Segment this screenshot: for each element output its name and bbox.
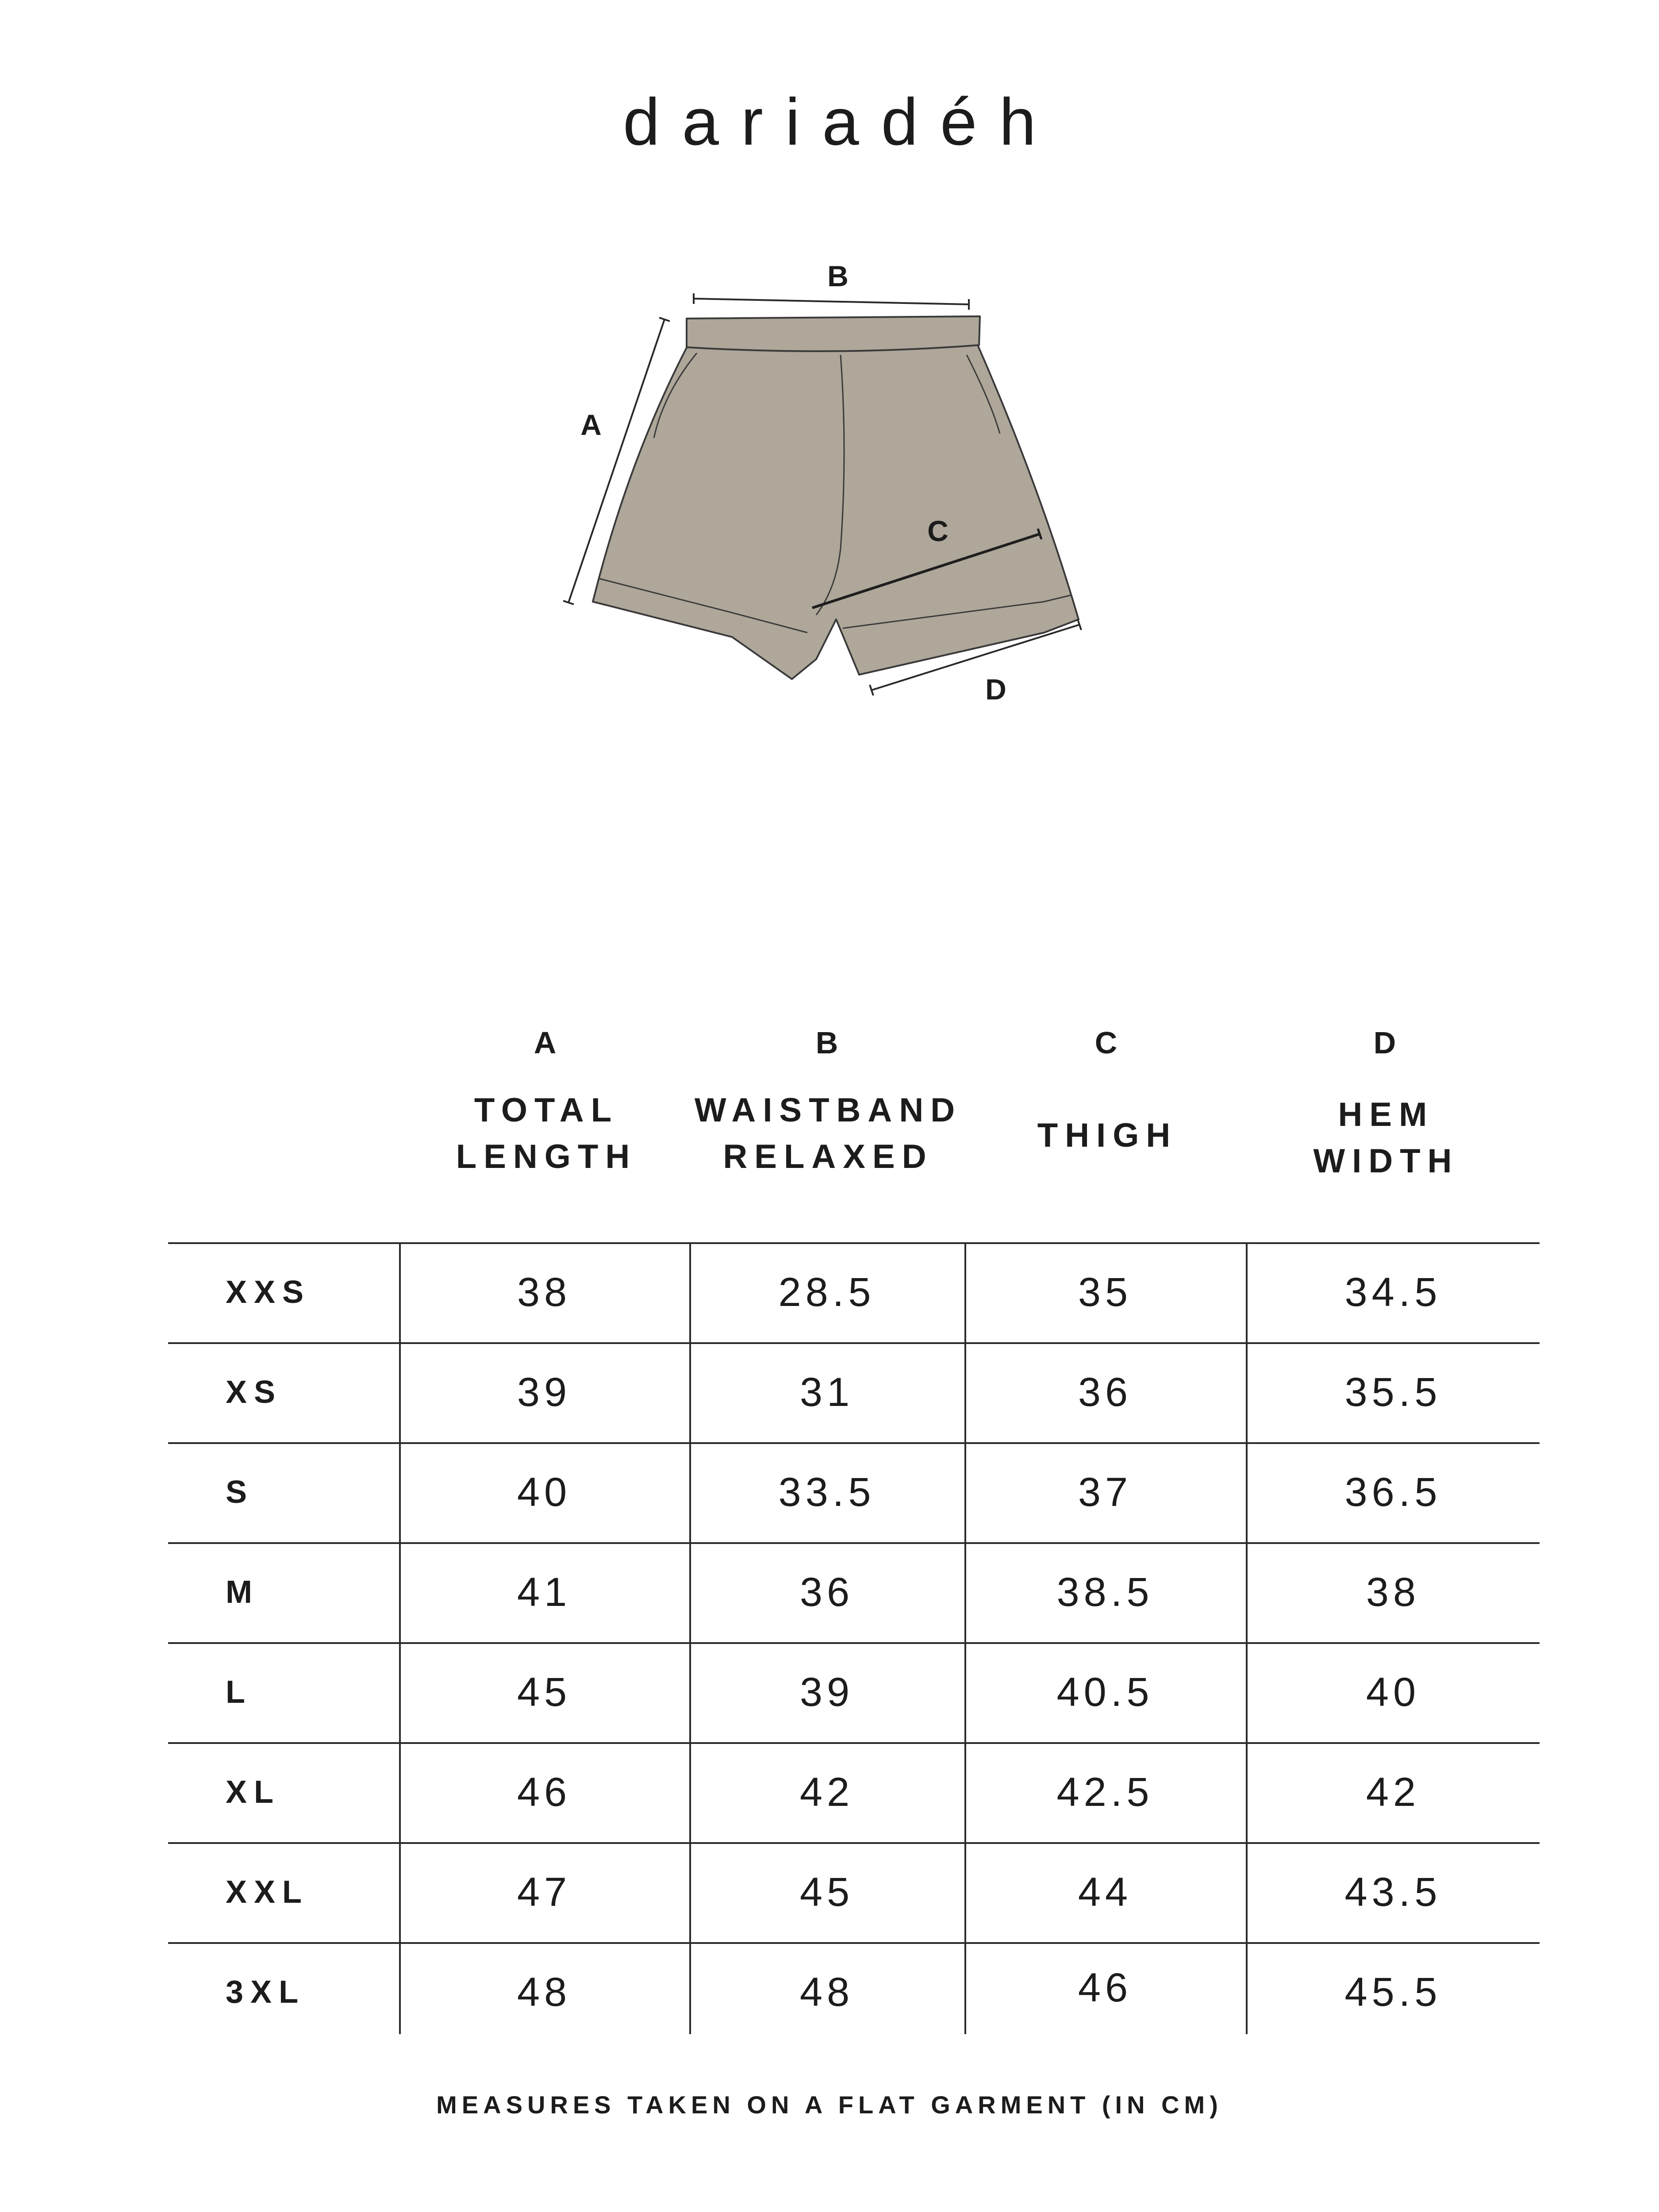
column-header-b bbox=[687, 1025, 970, 1175]
hem-width-cell: 45.5 bbox=[1344, 1970, 1442, 2015]
hem-width-cell: 36.5 bbox=[1344, 1470, 1442, 1515]
dimension-label-d: D bbox=[985, 673, 1006, 706]
column-letter: B bbox=[815, 1025, 841, 1060]
column-letter: C bbox=[1094, 1025, 1120, 1060]
thigh-cell: 40.5 bbox=[1056, 1670, 1154, 1715]
waistband-cell: 31 bbox=[799, 1370, 854, 1415]
shorts-illustration-icon bbox=[531, 239, 1128, 739]
table-row bbox=[168, 1842, 1540, 1942]
shorts-waistband bbox=[687, 316, 980, 351]
dimension-label-b: B bbox=[827, 260, 849, 292]
column-title: THIGH bbox=[1037, 1117, 1178, 1154]
thigh-cell: 46 bbox=[1078, 1965, 1133, 2010]
size-table bbox=[168, 1242, 1540, 2034]
thigh-cell: 35 bbox=[1078, 1270, 1133, 1315]
thigh-cell: 42.5 bbox=[1056, 1770, 1154, 1815]
brand-logo: dariadéh bbox=[623, 84, 1058, 159]
table-row bbox=[168, 1742, 1540, 1842]
total-length-cell: 40 bbox=[517, 1470, 572, 1515]
thigh-cell: 38.5 bbox=[1056, 1570, 1154, 1615]
waistband-cell: 42 bbox=[799, 1770, 854, 1815]
size-label: XXL bbox=[226, 1874, 309, 1910]
table-row bbox=[168, 1542, 1540, 1642]
column-title: WAISTBAND RELAXED bbox=[694, 1091, 962, 1175]
column-letter: A bbox=[534, 1025, 559, 1060]
size-label: 3XL bbox=[226, 1974, 306, 2010]
total-length-cell: 45 bbox=[517, 1670, 572, 1715]
thigh-cell: 37 bbox=[1078, 1470, 1133, 1515]
table-row bbox=[168, 1342, 1540, 1442]
waistband-cell: 36 bbox=[799, 1570, 854, 1615]
column-header-d bbox=[1244, 1025, 1528, 1180]
size-label: XS bbox=[226, 1375, 283, 1410]
column-title: TOTAL LENGTH bbox=[456, 1091, 637, 1175]
dimension-label-c: C bbox=[927, 515, 949, 547]
hem-width-cell: 34.5 bbox=[1344, 1270, 1442, 1315]
total-length-cell: 41 bbox=[517, 1570, 572, 1615]
total-length-cell: 38 bbox=[517, 1270, 572, 1315]
waistband-cell: 28.5 bbox=[778, 1270, 876, 1315]
table-row bbox=[168, 1942, 1540, 2042]
measurement-footnote: MEASURES TAKEN ON A FLAT GARMENT (IN CM) bbox=[436, 2091, 1223, 2119]
table-row bbox=[168, 1242, 1540, 1342]
dimension-label-a: A bbox=[580, 408, 602, 441]
hem-width-cell: 43.5 bbox=[1344, 1870, 1442, 1915]
hem-width-cell: 38 bbox=[1366, 1570, 1421, 1615]
hem-width-cell: 42 bbox=[1366, 1770, 1421, 1815]
hem-width-cell: 35.5 bbox=[1344, 1370, 1442, 1415]
total-length-cell: 48 bbox=[517, 1970, 572, 2015]
thigh-cell: 44 bbox=[1078, 1870, 1133, 1915]
column-title: HEM WIDTH bbox=[1313, 1096, 1459, 1180]
shorts-diagram bbox=[531, 239, 1128, 739]
table-row bbox=[168, 1442, 1540, 1542]
waistband-cell: 39 bbox=[799, 1670, 854, 1715]
column-letter: D bbox=[1373, 1025, 1399, 1060]
size-label: S bbox=[226, 1475, 254, 1510]
dimension-b-line bbox=[694, 299, 969, 304]
column-header-c bbox=[966, 1025, 1249, 1154]
waistband-cell: 45 bbox=[799, 1870, 854, 1915]
column-header-a bbox=[405, 1025, 688, 1175]
waistband-cell: 33.5 bbox=[778, 1470, 876, 1515]
shorts-body bbox=[593, 345, 1079, 679]
total-length-cell: 47 bbox=[517, 1870, 572, 1915]
size-label: M bbox=[226, 1575, 259, 1610]
hem-width-cell: 40 bbox=[1366, 1670, 1421, 1715]
size-label: L bbox=[226, 1674, 252, 1710]
total-length-cell: 39 bbox=[517, 1370, 572, 1415]
thigh-cell: 36 bbox=[1078, 1370, 1133, 1415]
total-length-cell: 46 bbox=[517, 1770, 572, 1815]
size-label: XL bbox=[226, 1774, 281, 1810]
size-label: XXS bbox=[226, 1275, 311, 1310]
waistband-cell: 48 bbox=[799, 1970, 854, 2015]
table-row bbox=[168, 1642, 1540, 1742]
